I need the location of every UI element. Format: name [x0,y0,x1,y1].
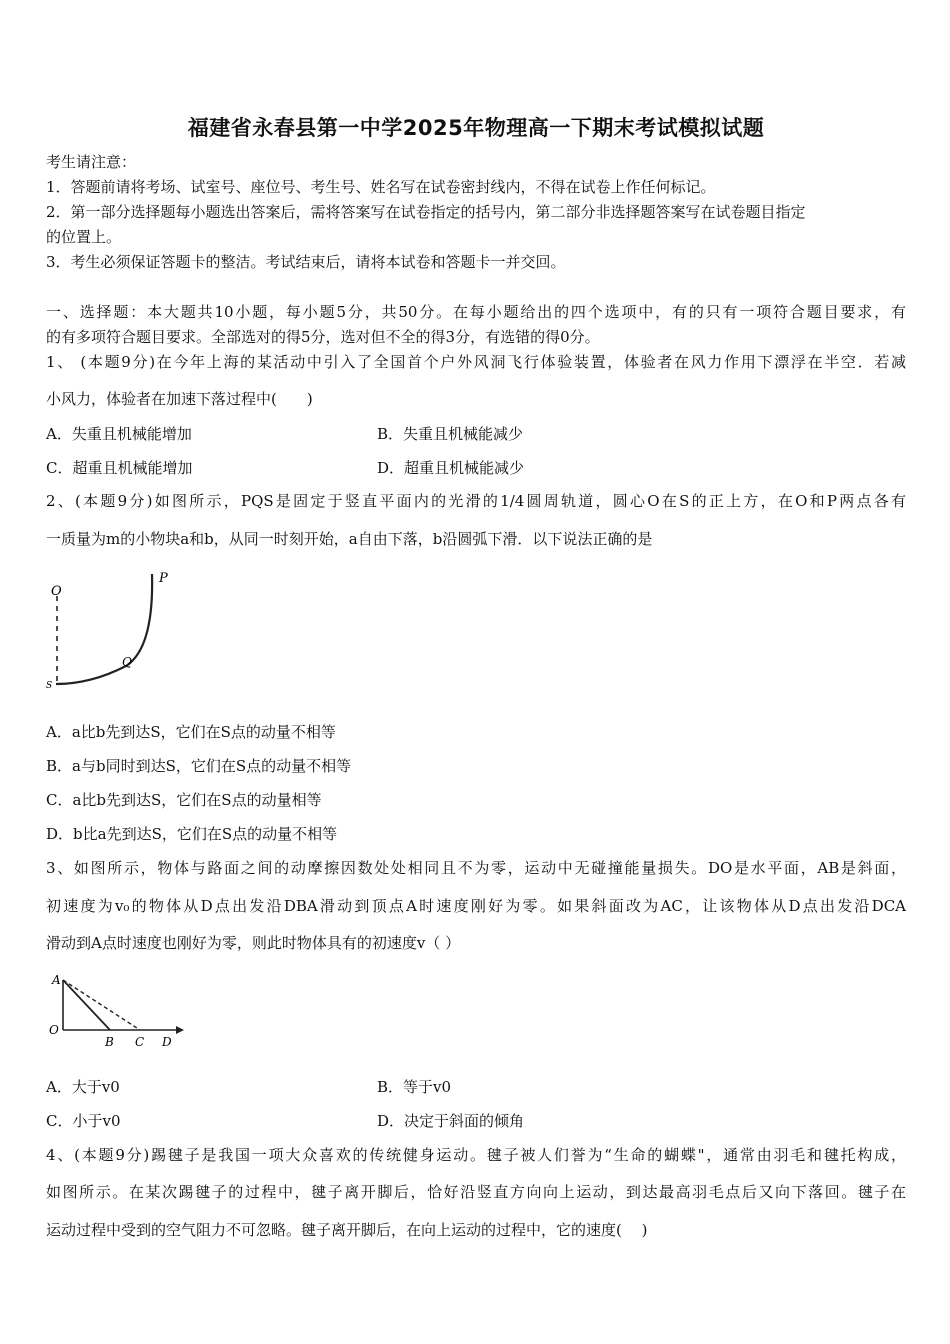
option-b: B．等于v0 [377,1078,452,1096]
question-4-text: 4、(本题9分)踢毽子是我国一项大众喜欢的传统健身运动。毽子被人们誉为“生命的蝴蝶"，通常由羽毛和毽托构成， [46,1146,906,1164]
arc-track [56,574,152,684]
quarter-circle-track-figure [46,566,186,696]
option-c: C．a比b先到达S，它们在S点的动量相等 [46,791,322,809]
notice-item: 3．考生必须保证答题卡的整洁。考试结束后，请将本试卷和答题卡一并交回。 [46,253,566,271]
notice-item: 2．第一部分选择题每小题选出答案后，需将答案写在试卷指定的括号内，第二部分非选择题答案写在试卷题目指定 [46,203,806,221]
incline-ab [63,980,110,1030]
question-3-text: 3、如图所示，物体与路面之间的动摩擦因数处处相同且不为零，运动中无碰撞能量损失。DO是水平面，AB是斜面， [46,859,906,877]
option-b: B．失重且机械能减少 [377,425,524,443]
question-4-text: 如图所示。在某次踢毽子的过程中，毽子离开脚后，恰好沿竖直方向向上运动，到达最高羽毛点后又向下落回。毽子在 [46,1183,906,1201]
label-d: D [162,1035,172,1049]
label-b: B [105,1035,114,1049]
question-1-text: 小风力，体验者在加速下落过程中( ) [46,390,313,408]
question-3-text: 初速度为v₀的物体从D点出发沿DBA滑动到顶点A时速度刚好为零。如果斜面改为AC，让该物体从D点出发沿DCA [46,897,906,915]
option-b: B．a与b同时到达S，它们在S点的动量不相等 [46,757,352,775]
label-o: O [51,584,62,599]
label-c: C [135,1035,145,1049]
option-d: D．决定于斜面的倾角 [377,1112,525,1130]
incline-figure [46,968,186,1050]
option-c: C．超重且机械能增加 [46,459,193,477]
question-4-text: 运动过程中受到的空气阻力不可忽略。毽子离开脚后，在向上运动的过程中，它的速度( ) [46,1221,648,1239]
notice-heading: 考生请注意： [46,153,137,171]
option-a: A．失重且机械能增加 [46,425,192,443]
label-s: S [46,681,53,691]
page-title: 福建省永春县第一中学2025年物理高一下期末考试模拟试题 [187,116,765,140]
question-2-text: 一质量为m的小物块a和b，从同一时刻开始，a自由下落，b沿圆弧下滑．以下说法正确的是 [46,530,653,548]
option-d: D．b比a先到达S，它们在S点的动量不相等 [46,825,338,843]
option-c: C．小于v0 [46,1112,121,1130]
arrow-icon [176,1026,184,1034]
incline-ac [63,980,140,1030]
option-a: A．大于v0 [46,1078,120,1096]
label-p: P [159,571,168,586]
option-d: D．超重且机械能减少 [377,459,525,477]
question-1-text: 1、 (本题9分)在今年上海的某活动中引入了全国首个户外风洞飞行体验装置，体验者在风力作用下漂浮在半空．若减 [46,353,906,371]
question-3-text: 滑动到A点时速度也刚好为零，则此时物体具有的初速度v（ ） [46,934,461,952]
notice-item: 的位置上。 [46,228,122,246]
label-a: A [52,973,61,987]
section-intro: 一、选择题：本大题共10小题，每小题5分，共50分。在每小题给出的四个选项中，有的只有一项符合题目要求，有 [46,303,906,321]
label-o: O [49,1023,59,1037]
label-q: Q [122,655,132,669]
option-a: A．a比b先到达S，它们在S点的动量不相等 [46,723,336,741]
section-intro: 的有多项符合题目要求。全部选对的得5分，选对但不全的得3分，有选错的得0分。 [46,328,600,346]
notice-item: 1．答题前请将考场、试室号、座位号、考生号、姓名写在试卷密封线内，不得在试卷上作任何标记。 [46,178,716,196]
question-2-text: 2、(本题9分)如图所示，PQS是固定于竖直平面内的光滑的1/4圆周轨道，圆心O在S的正上方，在O和P两点各有 [46,492,906,510]
